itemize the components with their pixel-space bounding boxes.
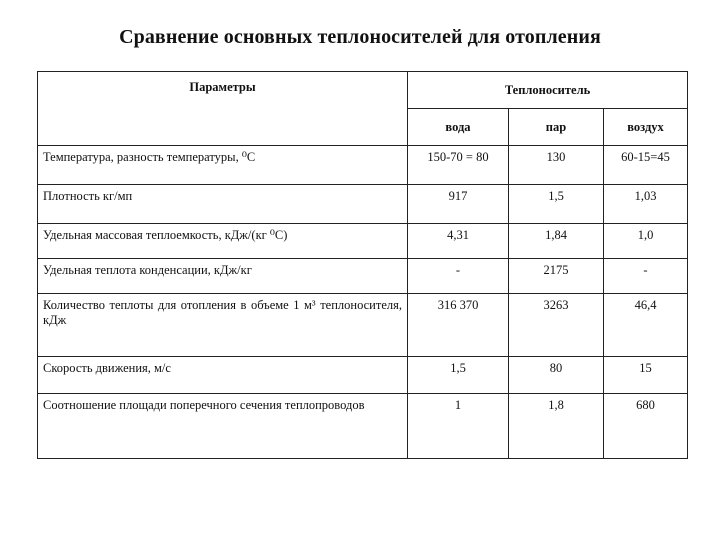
cell-air: 1,0	[604, 224, 688, 259]
cell-air: -	[604, 259, 688, 294]
table-row	[38, 224, 688, 259]
cell-steam: 2175	[509, 259, 604, 294]
cell-water: 4,31	[408, 224, 509, 259]
header-row	[38, 72, 688, 109]
params-header: Параметры	[38, 72, 408, 146]
cell-water: 917	[408, 185, 509, 224]
cell-steam: 1,84	[509, 224, 604, 259]
table-row	[38, 394, 688, 459]
carrier-air: воздух	[604, 109, 688, 146]
carrier-header: Теплоноситель	[408, 72, 688, 109]
table-row	[38, 294, 688, 357]
row-label: Плотность кг/мп	[38, 185, 408, 224]
cell-steam: 1,8	[509, 394, 604, 459]
cell-steam: 1,5	[509, 185, 604, 224]
cell-water: 316 370	[408, 294, 509, 357]
cell-air: 15	[604, 357, 688, 394]
cell-water: 1	[408, 394, 509, 459]
row-label: Удельная теплота конденсации, кДж/кг	[38, 259, 408, 294]
carrier-steam: пар	[509, 109, 604, 146]
row-label: Температура, разность температуры, ⁰С	[38, 146, 408, 185]
cell-steam: 80	[509, 357, 604, 394]
carrier-water: вода	[408, 109, 509, 146]
cell-steam: 3263	[509, 294, 604, 357]
cell-water: 1,5	[408, 357, 509, 394]
table-row	[38, 357, 688, 394]
table-row	[38, 146, 688, 185]
cell-water: 150-70 = 80	[408, 146, 509, 185]
cell-air: 1,03	[604, 185, 688, 224]
row-label: Скорость движения, м/с	[38, 357, 408, 394]
cell-water: -	[408, 259, 509, 294]
page-title: Сравнение основных теплоносителей для отопления	[119, 26, 601, 48]
comparison-table	[37, 71, 688, 459]
row-label: Соотношение площади поперечного сечения теплопроводов	[38, 394, 408, 459]
cell-air: 60-15=45	[604, 146, 688, 185]
table-row	[38, 185, 688, 224]
cell-air: 46,4	[604, 294, 688, 357]
table-row	[38, 259, 688, 294]
cell-air: 680	[604, 394, 688, 459]
row-label: Удельная массовая теплоемкость, кДж/(кг ⁰С)	[38, 224, 408, 259]
row-label: Количество теплоты для отопления в объеме 1 м³ теплоносителя, кДж	[38, 294, 408, 357]
cell-steam: 130	[509, 146, 604, 185]
